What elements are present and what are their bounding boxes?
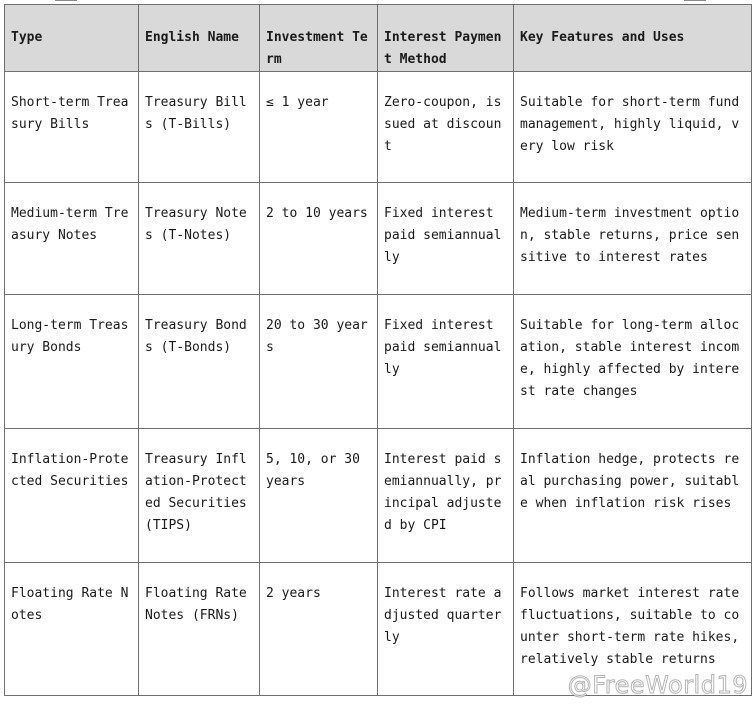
table-row <box>5 72 752 183</box>
cell-type: Long-term Treasury Bonds <box>11 318 129 355</box>
cell-key-features: Follows market interest rate fluctuations, suitable to counter short-term rate hikes, relatively stable returns <box>520 586 747 667</box>
table-cell <box>378 72 514 183</box>
cell-english-name: Treasury Inflation-Protected Securities (TIPS) <box>145 452 255 533</box>
table-cell <box>5 72 139 183</box>
header-interest-payment <box>378 5 514 72</box>
table-cell <box>139 72 260 183</box>
cell-interest-payment: Zero-coupon, issued at discount <box>384 95 502 154</box>
cell-investment-term: 2 to 10 years <box>266 206 368 221</box>
table-cell <box>514 429 752 563</box>
cell-key-features: Suitable for long-term allocation, stable interest income, highly affected by interest rate changes <box>520 318 740 399</box>
header-investment-term <box>260 5 378 72</box>
table-cell <box>139 429 260 563</box>
header-row <box>5 5 752 72</box>
table-cell <box>139 295 260 429</box>
treasury-types-table <box>4 4 752 696</box>
cell-investment-term: ≤ 1 year <box>266 95 329 110</box>
cell-investment-term: 5, 10, or 30 years <box>266 452 368 489</box>
table-cell <box>5 563 139 696</box>
cell-type: Medium-term Treasury Notes <box>11 206 129 243</box>
header-key-features <box>514 5 752 72</box>
cell-type: Short-term Treasury Bills <box>11 95 129 132</box>
document-frame <box>4 4 751 717</box>
table-cell <box>378 429 514 563</box>
table-cell <box>5 295 139 429</box>
cell-type: Inflation-Protected Securities <box>11 452 129 489</box>
table-row <box>5 295 752 429</box>
cell-interest-payment: Interest paid semiannually, principal adjusted by CPI <box>384 452 502 533</box>
header-interest-payment-label: Interest Payment Method <box>384 30 502 67</box>
table-cell <box>514 295 752 429</box>
table-cell <box>514 183 752 295</box>
table-cell <box>139 183 260 295</box>
cell-english-name: Treasury Bills (T-Bills) <box>145 95 247 132</box>
table-cell <box>514 72 752 183</box>
watermark: @FreeWorld19 <box>567 671 748 699</box>
header-english-name <box>139 5 260 72</box>
header-english-name-label: English Name <box>145 30 239 45</box>
header-type-label: Type <box>11 30 43 45</box>
table-cell <box>260 563 378 696</box>
table-cell <box>378 183 514 295</box>
table-cell <box>5 183 139 295</box>
header-type <box>5 5 139 72</box>
cell-interest-payment: Fixed interest paid semiannually <box>384 318 502 377</box>
header-investment-term-label: Investment Term <box>266 30 368 67</box>
table-cell <box>260 72 378 183</box>
cell-type: Floating Rate Notes <box>11 586 129 623</box>
cell-english-name: Treasury Bonds (T-Bonds) <box>145 318 247 355</box>
table-row <box>5 429 752 563</box>
cell-interest-payment: Interest rate adjusted quarterly <box>384 586 502 645</box>
table-row <box>5 183 752 295</box>
cell-key-features: Suitable for short-term fund management, highly liquid, very low risk <box>520 95 747 154</box>
table-cell <box>260 429 378 563</box>
table-cell <box>378 563 514 696</box>
table-cell <box>260 295 378 429</box>
table-cell <box>5 429 139 563</box>
cell-key-features: Medium-term investment option, stable returns, price sensitive to interest rates <box>520 206 740 265</box>
cell-english-name: Floating Rate Notes (FRNs) <box>145 586 255 623</box>
header-key-features-label: Key Features and Uses <box>520 30 685 45</box>
table-cell <box>260 183 378 295</box>
table-cell <box>378 295 514 429</box>
cell-english-name: Treasury Notes (T-Notes) <box>145 206 247 243</box>
cell-interest-payment: Fixed interest paid semiannually <box>384 206 502 265</box>
cell-investment-term: 2 years <box>266 586 321 601</box>
cell-key-features: Inflation hedge, protects real purchasing power, suitable when inflation risk rises <box>520 452 740 511</box>
table-cell <box>139 563 260 696</box>
cell-investment-term: 20 to 30 years <box>266 318 368 355</box>
